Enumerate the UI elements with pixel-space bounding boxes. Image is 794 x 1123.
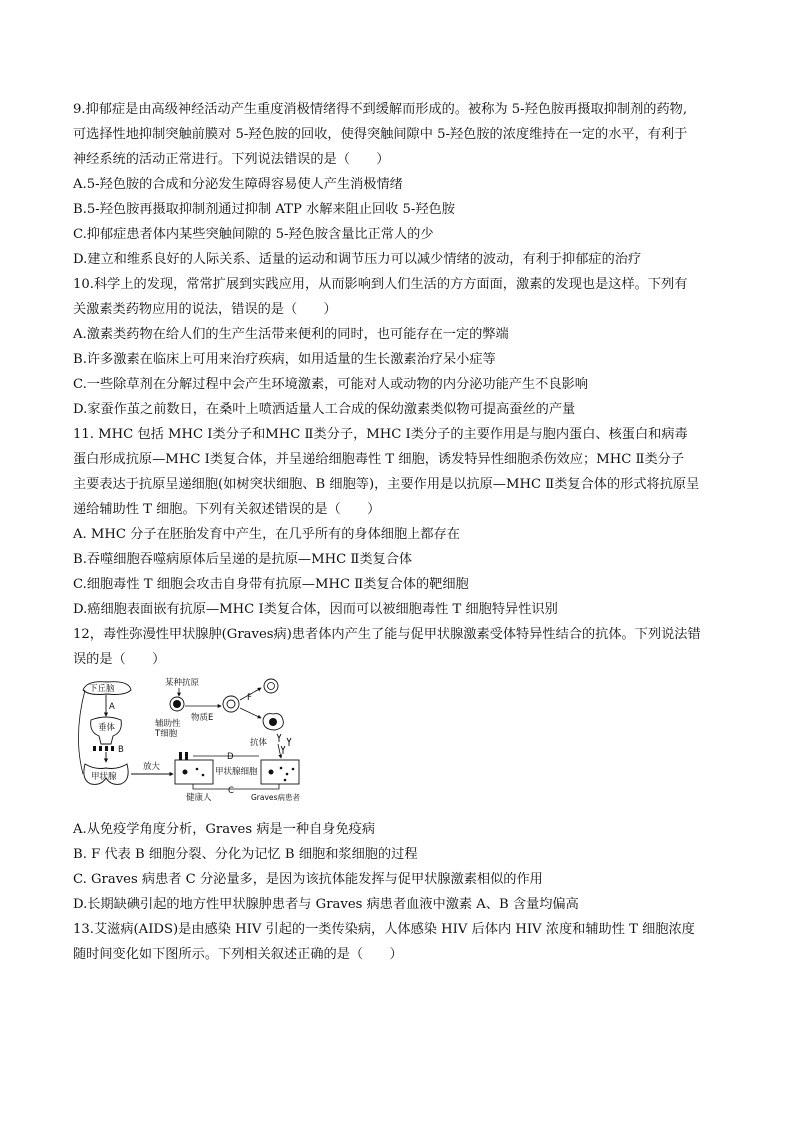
thyroid-label: 甲状腺 — [91, 772, 117, 782]
memory-b-cell — [264, 679, 278, 693]
q10-option-d: D.家蚕作茧之前数日，在桑叶上喷洒适量人工合成的保幼激素类似物可提高蚕丝的产量 — [73, 402, 576, 417]
helper-label-2: T细胞 — [155, 729, 178, 739]
q10-stem-line-2: 关激素类药物应用的说法，错误的是（ ） — [73, 302, 337, 317]
nucleus-ring — [268, 683, 275, 690]
hypothalamus-label: 下丘脑 — [89, 684, 115, 694]
line-c — [193, 784, 279, 789]
q10-option-c: C.一些除草剂在分解过程中会产生环境激素，可能对人或动物的内分泌功能产生不良影响 — [73, 377, 588, 392]
label-d: D — [227, 752, 234, 762]
hormone-b-dot — [99, 746, 102, 751]
granule-dot — [196, 768, 199, 771]
thyroid-cell-label: 甲状腺细胞 — [215, 767, 258, 777]
q9-option-a: A.5-羟色胺的合成和分泌发生障碍容易使人产生消极情绪 — [73, 177, 403, 192]
q9-option-c: C.抑郁症患者体内某些突触间隙的 5-羟色胺含量比正常人的少 — [73, 227, 434, 242]
granule-dot — [202, 774, 205, 777]
nucleus-dot — [173, 700, 181, 708]
nucleus-dot — [183, 770, 188, 775]
q9-stem-line-2: 可选择性地抑制突触前膜对 5-羟色胺的回收，使得突触间隙中 5-羟色胺的浓度维持在一定的水平，有利于 — [73, 127, 688, 142]
q11-stem-line-3: 主要表达于抗原呈递细胞(如树突状细胞、B 细胞等)，主要作用是以抗原—MHC Ⅱ类复合体的形式将抗原呈 — [73, 477, 700, 492]
q12-stem-line-1: 12，毒性弥漫性甲状腺肿(Graves病)患者体内产生了能与促甲状腺激素受体特异性结合的抗体。下列说法错 — [73, 627, 701, 642]
substance-e-label: 物质E — [191, 713, 214, 723]
hormone-b-dot — [105, 746, 108, 751]
granule-dot — [280, 767, 283, 770]
hormone-b-dot — [93, 746, 96, 751]
q9-option-b: B.5-羟色胺再摄取抑制剂通过抑制 ATP 水解来阻止回收 5-羟色胺 — [73, 202, 455, 217]
pituitary-label: 垂体 — [98, 723, 116, 733]
q10-stem-line-1: 10.科学上的发现，常常扩展到实践应用，从而影响到人们生活的方方面面，激素的发现也是这样。下列有 — [73, 277, 688, 292]
q11-option-b: B.吞噬细胞吞噬病原体后呈递的是抗原—MHC Ⅱ类复合体 — [73, 552, 413, 567]
label-a: A — [109, 702, 115, 712]
q9-stem-line-3: 神经系统的活动正常进行。下列说法错误的是（ ） — [73, 152, 390, 167]
granule-dot — [284, 779, 287, 782]
q9-stem-line-1: 9.抑郁症是由高级神经活动产生重度消极情绪得不到缓解而形成的。被称为 5-羟色胺再摄取抑制剂的药物, — [73, 102, 688, 117]
label-f: F — [247, 693, 252, 703]
b-cell — [223, 696, 239, 712]
q12-option-a: A.从免疫学角度分析，Graves 病是一种自身免疫病 — [73, 822, 376, 837]
diagram-svg — [73, 676, 433, 810]
plasma-cell — [263, 714, 283, 730]
hormone-b-dot — [111, 746, 114, 751]
antigen-label: 某种抗原 — [165, 678, 200, 688]
q13-stem-line-2: 随时间变化如下图所示。下列相关叙述正确的是（ ） — [73, 947, 403, 962]
granule-dot — [292, 768, 295, 771]
antibody-label: 抗体 — [250, 738, 268, 748]
patient-thyroid-cell — [261, 760, 299, 784]
antibody-arrow — [278, 744, 281, 758]
patient-label: Graves病患者 — [251, 793, 300, 802]
q12-option-c: C. Graves 病患者 C 分泌量多，是因为该抗体能发挥与促甲状腺激素相似的作用 — [73, 872, 543, 887]
f-arrow-down — [240, 708, 261, 718]
q13-stem-line-1: 13.艾滋病(AIDS)是由感染 HIV 引起的一类传染病，人体感染 HIV 后体内 HIV 浓度和辅助性 T 细胞浓度 — [73, 922, 695, 937]
q10-option-b: B.许多激素在临床上可用来治疗疾病，如用适量的生长激素治疗呆小症等 — [73, 352, 496, 367]
q11-stem-line-1: 11. MHC 包括 MHC Ⅰ类分子和MHC Ⅱ类分子，MHC Ⅰ类分子的主要作用是与胞内蛋白、核蛋白和病毒 — [73, 427, 688, 442]
graves-disease-diagram — [73, 676, 433, 810]
feedback-line — [78, 690, 85, 774]
label-b: B — [118, 745, 124, 755]
healthy-thyroid-cell — [175, 760, 213, 784]
q11-option-d: D.癌细胞表面嵌有抗原—MHC Ⅰ类复合体，因而可以被细胞毒性 T 细胞特异性识别 — [73, 602, 558, 617]
label-c: C — [228, 786, 234, 796]
q12-option-d: D.长期缺碘引起的地方性甲状腺肿患者与 Graves 病患者血液中激素 A、B 含量均偏高 — [73, 897, 579, 912]
q12-stem-line-2: 误的是（ ） — [73, 652, 166, 667]
q11-stem-line-4: 递给辅助性 T 细胞。下列有关叙述错误的是（ ） — [73, 502, 381, 517]
q12-option-b: B. F 代表 B 细胞分裂、分化为记忆 B 细胞和浆细胞的过程 — [73, 847, 418, 862]
q10-option-a: A.激素类药物在给人们的生产生活带来便利的同时，也可能存在一定的弊端 — [73, 327, 509, 342]
healthy-label: 健康人 — [186, 793, 212, 803]
receptor-mark — [185, 752, 188, 760]
receptor-mark — [179, 752, 182, 760]
helper-label-1: 辅助性 — [155, 719, 181, 729]
nucleus-dot — [269, 770, 274, 775]
q11-option-c: C.细胞毒性 T 细胞会攻击自身带有抗原—MHC Ⅱ类复合体的靶细胞 — [73, 577, 469, 592]
q9-option-d: D.建立和维系良好的人际关系、适量的运动和调节压力可以减少情绪的波动，有利于抑郁症的治疗 — [73, 252, 642, 267]
nucleus-ring — [227, 700, 235, 708]
q11-stem-line-2: 蛋白形成抗原—MHC Ⅰ类复合体，并呈递给细胞毒性 T 细胞，诱发特异性细胞杀伤效应；MHC Ⅱ类分子 — [73, 452, 685, 467]
amplify-label: 放大 — [143, 762, 161, 772]
granule-dot — [286, 773, 289, 776]
q11-option-a: A. MHC 分子在胚胎发育中产生，在几乎所有的身体细胞上都存在 — [73, 527, 460, 542]
